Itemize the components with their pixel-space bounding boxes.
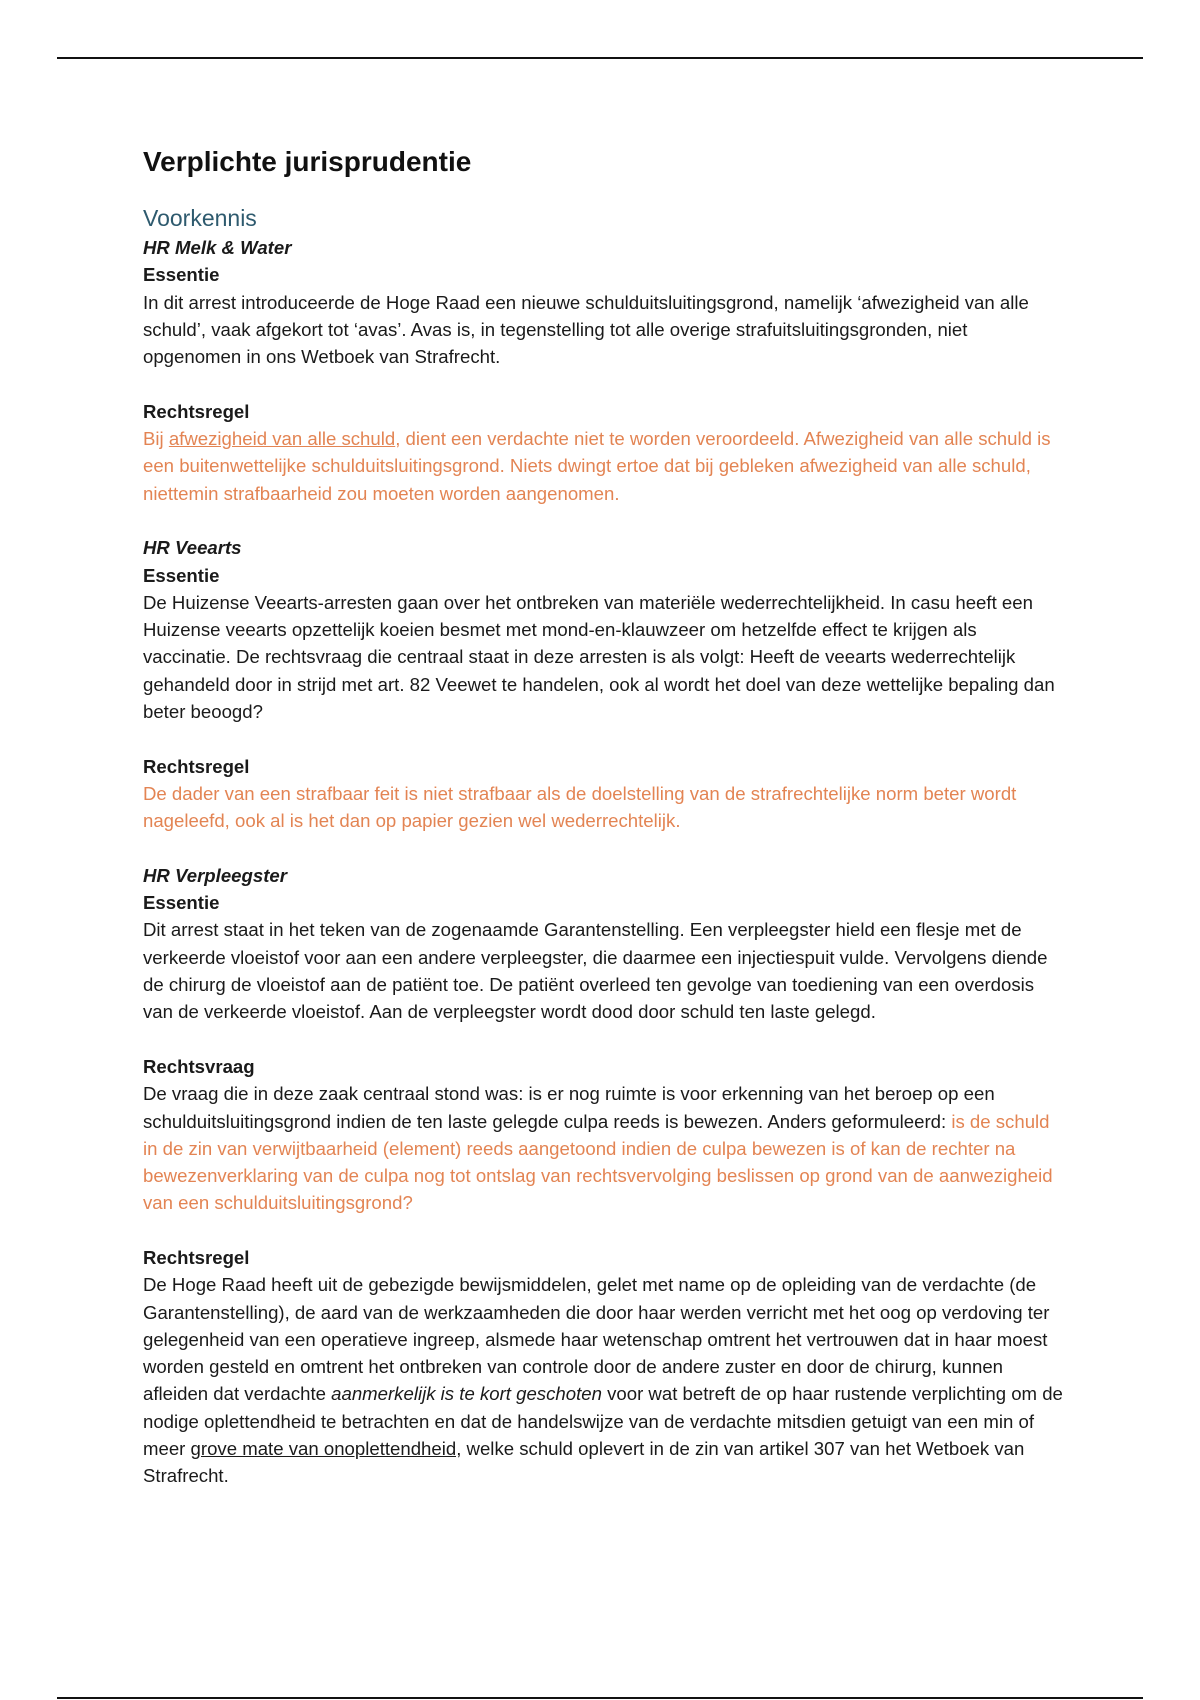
rechtsvraag-highlight: is de schuld in de zin van verwijtbaarheid (element) reeds aangetoond indien de culpa bewezen is of kan de rechter na bewezenverklaring van de culpa nog tot ontslag van rechtsvervolging beslissen op grond van de aanwezigheid van een schulduitsluitingsgrond? <box>143 1110 1053 1214</box>
section-heading: Voorkennis <box>143 205 257 231</box>
case-veearts <box>143 534 1063 834</box>
rechtsvraag-part: De vraag die in deze zaak centraal stond was: is er nog ruimte is voor erkenning van het beroep op een schulduitsluitingsgrond indien de ten laste gelegde culpa reeds is bewezen. Anders geformuleerd: <box>143 1083 995 1132</box>
rechtsregel-part: Bij <box>143 428 169 450</box>
rechtsregel-italic: aanmerkelijk is te kort geschoten <box>331 1383 602 1405</box>
rechtsregel-text <box>143 1271 1063 1489</box>
rechtsregel-label: Rechtsregel <box>143 400 250 422</box>
rechtsregel-part: De Hoge Raad heeft uit de gebezigde bewijsmiddelen, gelet met name op de opleiding van de verdachte (de Garantenstelling), de aard van de werkzaamheden die door haar werden verricht met het oog op verdoving ter gelegenheid van een operatieve ingreep, alsmede haar wetenschap omtrent het vertrouwen dat in haar moest worden gesteld en omtrent het ontbreken van controle door de andere zuster en door de chirurg, kunnen afleiden dat verdachte <box>143 1274 1050 1405</box>
rechtsregel-label: Rechtsregel <box>143 755 250 777</box>
rechtsregel-part: welke schuld oplevert in de zin van artikel 307 van het Wetboek van Strafrecht. <box>143 1438 1025 1487</box>
rechtsregel-part: voor wat betreft de op haar rustende verplichting om de nodige oplettendheid te betrachten en dat de handelswijze van de verdachte mitsdien getuigt van een min of meer <box>143 1383 1063 1460</box>
essentie-text: De Huizense Veearts-arresten gaan over het ontbreken van materiële wederrechtelijkheid. In casu heeft een Huizense veearts opzettelijk koeien besmet met mond-en-klauwzeer om hetzelfde effect te krijgen als vaccinatie. De rechtsvraag die centraal staat in deze arresten is als volgt: Heeft de veearts wederrechtelijk gehandeld door in strijd met art. 82 Veewet te handelen, ook al wordt het doel van deze wettelijke bepaling dan beter beoogd? <box>143 591 1055 723</box>
case-title: HR Melk & Water <box>143 237 292 258</box>
essentie-text: In dit arrest introduceerde de Hoge Raad een nieuwe schulduitsluitingsgrond, namelijk ‘afwezigheid van alle schuld’, vaak afgekort tot ‘avas’. Avas is, in tegenstelling tot alle overige strafuitsluitingsgronden, niet opgenomen in ons Wetboek van Strafrecht. <box>143 291 1029 368</box>
case-melk-water <box>143 234 1063 507</box>
rechtsregel-underlined: afwezigheid van alle schuld <box>168 428 396 450</box>
rechtsvraag-text <box>143 1080 1063 1216</box>
case-verpleegster <box>143 862 1063 1490</box>
case-title: HR Veearts <box>143 537 242 559</box>
essentie-label: Essentie <box>143 564 220 586</box>
essentie-label: Essentie <box>143 892 220 914</box>
essentie-label: Essentie <box>143 264 220 286</box>
case-title: HR Verpleegster <box>143 864 287 886</box>
rechtsregel-text: De dader van een strafbaar feit is niet strafbaar als de doelstelling van de strafrechtelijke norm beter wordt nageleefd, ook al is het dan op papier gezien wel wederrechtelijk. <box>143 782 1017 832</box>
rechtsregel-text <box>143 425 1063 507</box>
rechtsregel-underlined: grove mate van onoplettendheid, <box>190 1438 462 1460</box>
page-title: Verplichte jurisprudentie <box>143 146 472 177</box>
bottom-rule <box>57 1697 1143 1699</box>
rechtsregel-part: , dient een verdachte niet te worden veroordeeld. Afwezigheid van alle schuld is een buitenwettelijke schulduitsluitingsgrond. Niets dwingt ertoe dat bij gebleken afwezigheid van alle schuld, niettemin strafbaarheid zou moeten worden aangenomen. <box>143 428 1051 504</box>
document-page <box>143 142 1063 1490</box>
top-rule <box>57 57 1143 59</box>
rechtsregel-label: Rechtsregel <box>143 1246 250 1268</box>
essentie-text: Dit arrest staat in het teken van de zogenaamde Garantenstelling. Een verpleegster hield een flesje met de verkeerde vloeistof voor aan een andere verpleegster, die daarmee een injectiespuit vulde. Vervolgens diende de chirurg de vloeistof aan de patiënt toe. De patiënt overleed ten gevolge van toediening van een overdosis van de verkeerde vloeistof. Aan de verpleegster wordt dood door schuld ten laste gelegd. <box>143 919 1048 1023</box>
rechtsvraag-label: Rechtsvraag <box>143 1055 255 1077</box>
